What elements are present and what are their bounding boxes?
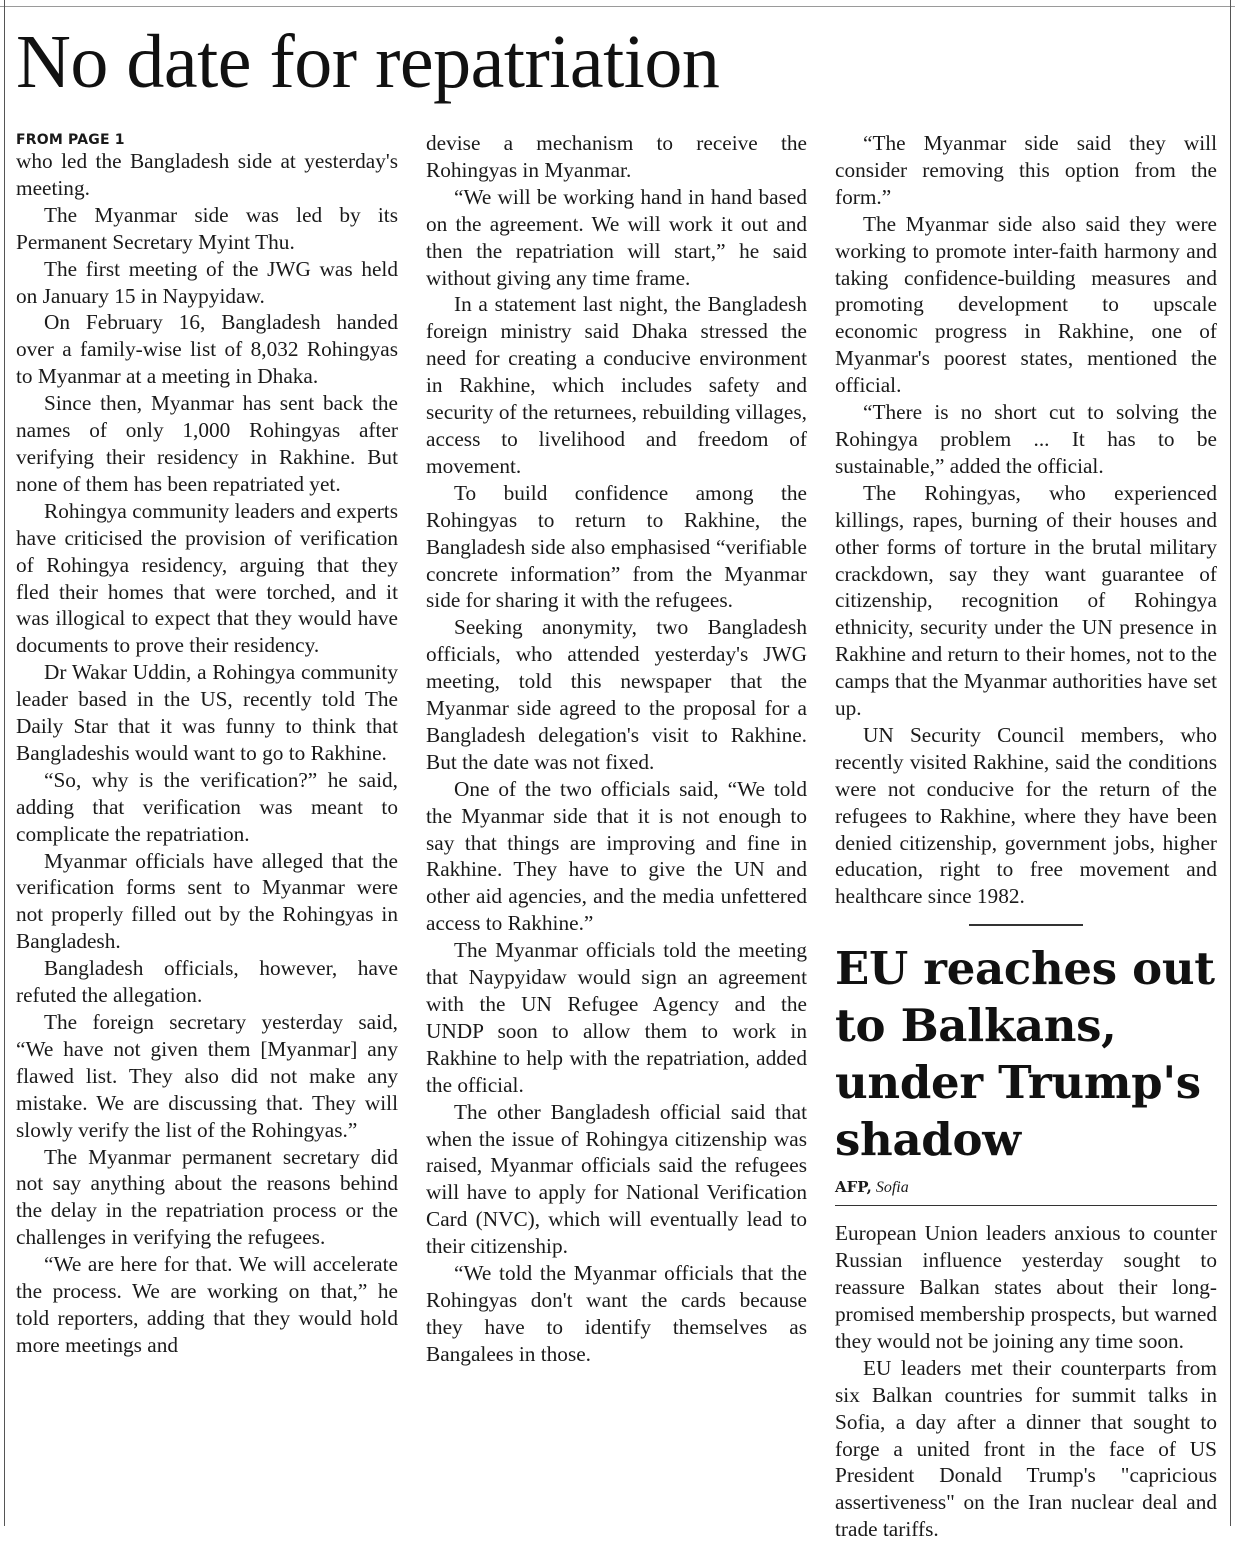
paragraph: “The Myanmar side said they will consider removing this option from the form.” bbox=[835, 131, 1217, 209]
paragraph: Rohingya community leaders and experts have criticised the provision of verification of Rohingya residency, arguing that they fled their homes that were torched, and it was illogical to expect that they would have documents to prove their residency. bbox=[16, 498, 398, 658]
main-headline: No date for repatriation bbox=[16, 20, 720, 104]
paragraph: Seeking anonymity, two Bangladesh officials, who attended yesterday's JWG meeting, told this newspaper that the Myanmar side agreed to the proposal for a Bangladesh delegation's visit to Rakhine. But the date was not fixed. bbox=[426, 615, 807, 774]
jump-label: FROM PAGE 1 bbox=[16, 132, 125, 148]
byline-place: Sofia bbox=[875, 1179, 909, 1197]
paragraph: The Rohingyas, who experienced killings, rapes, burning of their houses and other forms of torture in the brutal military crackdown, say they want guarantee of citizenship, recognition of Rohingya ethnicity, security under the UN presence in Rakhine and return to their homes, not to the camps that the Myanmar authorities have set up. bbox=[835, 480, 1217, 721]
paragraph: One of the two officials said, “We told the Myanmar side that it is not enough to say that things are improving and fine in Rakhine. They have to give the UN and other aid agencies, and the media unfettered access to Rakhine.” bbox=[426, 776, 807, 936]
article-divider bbox=[969, 924, 1083, 926]
page-top-strip bbox=[0, 0, 1235, 7]
paragraph: The Myanmar side also said they were working to promote inter-faith harmony and taking confidence-building measures and promoting development to upscale economic progress in Rakhine, one of Myanmar's poorest states, mentioned the official. bbox=[835, 211, 1217, 398]
paragraph: “We told the Myanmar officials that the Rohingyas don't want the cards because they have to identify themselves as Bangalees in those. bbox=[426, 1261, 807, 1366]
paragraph: The other Bangladesh official said that when the issue of Rohingya citizenship was raised, Myanmar officials said the refugees will have to apply for National Verification Card (NVC), which will eventually lead to their citizenship. bbox=[426, 1099, 807, 1259]
paragraph: The Myanmar side was led by its Permanent Secretary Myint Thu. bbox=[16, 202, 398, 254]
article-column-1 bbox=[16, 130, 398, 1359]
paragraph: “We will be working hand in hand based on the agreement. We will work it out and then the repatriation will start,” he said without giving any time frame. bbox=[426, 184, 807, 290]
page-right-border bbox=[1230, 0, 1231, 1526]
paragraph: The Myanmar permanent secretary did not say anything about the reasons behind the delay in the repatriation process or the challenges in verifying the refugees. bbox=[16, 1144, 398, 1250]
paragraph: Bangladesh officials, however, have refuted the allegation. bbox=[16, 956, 398, 1008]
paragraph: EU leaders met their counterparts from six Balkan countries for summit talks in Sofia, a day after a dinner that sought to forge a united front in the face of US President Donald Trump's "capricious assertiveness" on the Iran nuclear deal and trade tariffs. bbox=[835, 1355, 1217, 1542]
paragraph: To build confidence among the Rohingyas to return to Rakhine, the Bangladesh side also emphasised “verifiable concrete information” from the Myanmar side for sharing it with the refugees. bbox=[426, 480, 807, 613]
paragraph: devise a mechanism to receive the Rohingyas in Myanmar. bbox=[426, 131, 807, 182]
paragraph: In a statement last night, the Bangladesh foreign ministry said Dhaka stressed the need for creating a conducive environment in Rakhine, which includes safety and security of the returnees, rebuilding villages, access to livelihood and freedom of movement. bbox=[426, 292, 807, 478]
page-left-border bbox=[4, 0, 5, 1526]
paragraph: “We are here for that. We will accelerate the process. We are working on that,” he told reporters, adding that they would hold more meetings and bbox=[16, 1252, 398, 1357]
paragraph: The foreign secretary yesterday said, “We have not given them [Myanmar] any flawed list. They also did not make any mistake. We are discussing that. They will slowly verify the list of the Rohingyas.” bbox=[16, 1010, 398, 1142]
paragraph: The first meeting of the JWG was held on January 15 in Naypyidaw. bbox=[16, 256, 398, 308]
paragraph: Dr Wakar Uddin, a Rohingya community leader based in the US, recently told The Daily Star that it was funny to think that Bangladeshis would want to go to Rakhine. bbox=[16, 660, 398, 765]
sidebar-headline: EU reaches out to Balkans, under Trump's shadow bbox=[835, 942, 1215, 1167]
paragraph: The Myanmar officials told the meeting that Naypyidaw would sign an agreement with the UN Refugee Agency and the UNDP soon to allow them to work in Rakhine to help with the repatriation, added the official. bbox=[426, 938, 807, 1097]
article-column-3 bbox=[835, 130, 1217, 1543]
paragraph: “So, why is the verification?” he said, adding that verification was meant to complicate the repatriation. bbox=[16, 767, 398, 846]
article-column-2 bbox=[426, 130, 807, 1368]
paragraph: Myanmar officials have alleged that the verification forms sent to Myanmar were not properly filled out by the Rohingyas in Bangladesh. bbox=[16, 848, 398, 954]
paragraph: UN Security Council members, who recently visited Rakhine, said the conditions were not conducive for the return of the refugees to Rakhine, where they have been denied citizenship, government jobs, higher education, right to free movement and healthcare since 1982. bbox=[835, 722, 1217, 909]
paragraph: “There is no short cut to solving the Rohingya problem ... It has to be sustainable,” added the official. bbox=[835, 400, 1217, 478]
paragraph: On February 16, Bangladesh handed over a family-wise list of 8,032 Rohingyas to Myanmar at a meeting in Dhaka. bbox=[16, 310, 398, 389]
paragraph: who led the Bangladesh side at yesterday's meeting. bbox=[16, 149, 398, 200]
byline bbox=[835, 1176, 1217, 1206]
paragraph: Since then, Myanmar has sent back the names of only 1,000 Rohingyas after verifying their residency in Rakhine. But none of them has been repatriated yet. bbox=[16, 391, 398, 496]
byline-agency: AFP, bbox=[835, 1178, 872, 1197]
paragraph: European Union leaders anxious to counter Russian influence yesterday sought to reassure Balkan states about their long-promised membership prospects, but warned they would not be joining any time soon. bbox=[835, 1221, 1217, 1353]
